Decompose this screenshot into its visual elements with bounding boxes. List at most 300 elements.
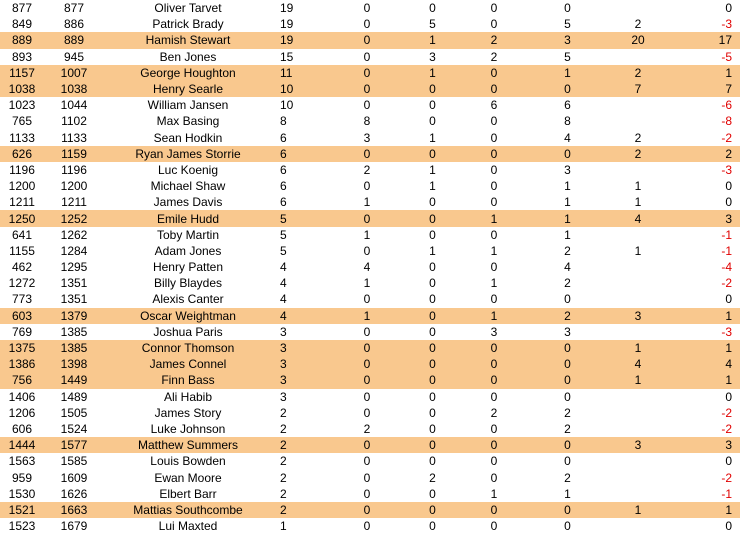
- player-name-cell: Sean Hodkin: [153, 130, 223, 145]
- rank-cell: 641: [11, 227, 33, 242]
- difference-cell: 0: [725, 292, 732, 307]
- points-cell: 5: [280, 243, 287, 258]
- points-cell: 2: [272, 502, 324, 518]
- stat-e-cell: 1: [634, 243, 642, 258]
- points-cell: 4: [280, 292, 287, 307]
- difference-cell: -3: [721, 324, 732, 339]
- difference-cell: 17: [674, 32, 740, 48]
- stat-c-cell: 0: [490, 389, 498, 404]
- stat-e-cell: 1: [602, 372, 674, 388]
- stat-d-cell: 8: [564, 114, 571, 129]
- stat-a-cell: 0: [324, 437, 410, 453]
- stat-b-cell: 0: [410, 210, 455, 226]
- stat-d-cell: 3: [564, 324, 571, 339]
- stat-a-cell: 2: [363, 421, 371, 436]
- difference-cell: 0: [725, 519, 732, 534]
- table-row: [0, 0, 740, 16]
- difference-cell: -6: [721, 98, 732, 113]
- table-row: [0, 453, 740, 469]
- table-row: [0, 146, 740, 162]
- stat-b-cell: 0: [429, 98, 436, 113]
- stat-b-cell: 0: [429, 405, 436, 420]
- player-name-cell: William Jansen: [147, 98, 229, 113]
- difference-cell: 4: [674, 356, 740, 372]
- stat-e-cell: 2: [634, 17, 642, 32]
- stat-e-cell: 2: [602, 65, 674, 81]
- difference-cell: -2: [721, 405, 732, 420]
- table-row: [0, 81, 740, 97]
- stat-b-cell: 0: [410, 356, 455, 372]
- stat-a-cell: 1: [363, 195, 371, 210]
- prev-rank-cell: 1159: [44, 146, 104, 162]
- points-cell: 3: [280, 389, 287, 404]
- stat-e-cell: [602, 113, 674, 129]
- player-name-cell: Hamish Stewart: [104, 32, 272, 48]
- player-name-cell: Billy Blaydes: [153, 276, 223, 291]
- difference-cell: -2: [721, 421, 732, 436]
- stat-c-cell: 0: [490, 195, 498, 210]
- stat-d-cell: 1: [533, 65, 602, 81]
- points-cell: 10: [272, 81, 324, 97]
- stat-e-cell: 2: [634, 130, 642, 145]
- table-row: [0, 113, 740, 129]
- stat-d-cell: 4: [564, 130, 571, 145]
- stat-c-cell: 0: [490, 421, 498, 436]
- stat-d-cell: 1: [564, 195, 571, 210]
- stat-a-cell: 0: [363, 179, 371, 194]
- player-name-cell: Max Basing: [156, 114, 220, 129]
- points-cell: 10: [280, 98, 294, 113]
- stat-e-cell: [602, 97, 674, 113]
- stat-a-cell: 0: [324, 340, 410, 356]
- stat-b-cell: 0: [429, 389, 436, 404]
- rank-cell: 606: [11, 421, 33, 436]
- points-cell: 3: [280, 324, 287, 339]
- table-row: [0, 308, 740, 324]
- prev-rank-cell: 1385: [60, 324, 88, 339]
- difference-cell: -2: [721, 276, 732, 291]
- stat-c-cell: 0: [490, 227, 498, 242]
- rank-cell: 877: [11, 1, 33, 16]
- stat-c-cell: 1: [455, 308, 533, 324]
- points-cell: 3: [272, 372, 324, 388]
- stat-e-cell: [602, 275, 674, 291]
- points-cell: 6: [280, 195, 287, 210]
- points-cell: 6: [272, 146, 324, 162]
- stat-a-cell: 1: [363, 227, 371, 242]
- stat-d-cell: 0: [533, 502, 602, 518]
- stat-d-cell: 5: [564, 17, 571, 32]
- prev-rank-cell: 1385: [44, 340, 104, 356]
- player-name-cell: Patrick Brady: [152, 17, 224, 32]
- stat-d-cell: 2: [564, 243, 571, 258]
- stat-a-cell: 1: [324, 308, 410, 324]
- stat-d-cell: 0: [564, 519, 571, 534]
- prev-rank-cell: 1609: [60, 470, 88, 485]
- player-name-cell: Finn Bass: [104, 372, 272, 388]
- stat-e-cell: 3: [602, 308, 674, 324]
- difference-cell: 1: [674, 372, 740, 388]
- stat-d-cell: 0: [533, 372, 602, 388]
- stat-b-cell: 0: [429, 195, 436, 210]
- stat-b-cell: 0: [429, 486, 436, 501]
- stat-b-cell: 0: [429, 454, 436, 469]
- stat-c-cell: 0: [455, 65, 533, 81]
- stat-e-cell: 1: [634, 195, 642, 210]
- stat-e-cell: [602, 453, 674, 469]
- stat-d-cell: 0: [533, 81, 602, 97]
- player-name-cell: Matthew Summers: [104, 437, 272, 453]
- stat-d-cell: 4: [564, 260, 571, 275]
- stat-a-cell: 0: [363, 389, 371, 404]
- stat-b-cell: 1: [429, 162, 436, 177]
- stat-c-cell: 1: [490, 276, 498, 291]
- table-row: [0, 227, 740, 243]
- stat-e-cell: [602, 259, 674, 275]
- rank-cell: 769: [11, 324, 33, 339]
- points-cell: 2: [280, 421, 287, 436]
- stat-b-cell: 1: [429, 179, 436, 194]
- rank-cell: 765: [11, 114, 33, 129]
- rank-cell: 1563: [8, 454, 36, 469]
- stat-e-cell: [602, 291, 674, 307]
- prev-rank-cell: 1284: [60, 243, 88, 258]
- stat-b-cell: 0: [429, 519, 436, 534]
- stat-e-cell: 1: [634, 179, 642, 194]
- rank-cell: 1523: [8, 519, 36, 534]
- points-cell: 5: [280, 227, 287, 242]
- stat-c-cell: 0: [455, 81, 533, 97]
- stat-d-cell: 2: [564, 470, 571, 485]
- table-row: [0, 275, 740, 291]
- points-cell: 1: [280, 519, 287, 534]
- stat-c-cell: 0: [455, 372, 533, 388]
- difference-cell: 1: [674, 308, 740, 324]
- stat-e-cell: [602, 162, 674, 178]
- rank-cell: 756: [0, 372, 44, 388]
- stat-a-cell: 0: [363, 98, 371, 113]
- rank-cell: 1444: [0, 437, 44, 453]
- points-cell: 19: [272, 32, 324, 48]
- player-name-cell: George Houghton: [104, 65, 272, 81]
- points-cell: 8: [280, 114, 287, 129]
- stat-d-cell: 0: [564, 1, 571, 16]
- rank-cell: 1272: [8, 276, 36, 291]
- player-name-cell: Lui Maxted: [158, 519, 218, 534]
- table-row: [0, 162, 740, 178]
- prev-rank-cell: 1200: [60, 179, 88, 194]
- stat-d-cell: 3: [533, 32, 602, 48]
- stat-a-cell: 0: [363, 470, 371, 485]
- points-cell: 19: [280, 1, 294, 16]
- player-name-cell: Elbert Barr: [159, 486, 217, 501]
- stat-d-cell: 5: [564, 49, 571, 64]
- stat-b-cell: 3: [429, 49, 436, 64]
- stat-a-cell: 0: [363, 324, 371, 339]
- stat-b-cell: 0: [429, 276, 436, 291]
- rank-cell: 893: [11, 49, 33, 64]
- rank-cell: 1386: [0, 356, 44, 372]
- prev-rank-cell: 1524: [60, 421, 88, 436]
- stat-e-cell: [602, 421, 674, 437]
- stat-e-cell: [602, 0, 674, 16]
- stat-a-cell: 0: [324, 65, 410, 81]
- rank-cell: 1155: [9, 243, 35, 258]
- table-row: [0, 356, 740, 372]
- table-row: [0, 16, 740, 32]
- stat-a-cell: 0: [324, 372, 410, 388]
- stat-c-cell: 1: [455, 210, 533, 226]
- player-name-cell: James Connel: [104, 356, 272, 372]
- difference-cell: -1: [721, 486, 732, 501]
- stat-b-cell: 0: [410, 502, 455, 518]
- table-row: [0, 340, 740, 356]
- table-row: [0, 194, 740, 210]
- stat-a-cell: 0: [324, 81, 410, 97]
- difference-cell: -1: [721, 227, 732, 242]
- stat-c-cell: 0: [490, 162, 498, 177]
- stat-e-cell: 4: [602, 356, 674, 372]
- points-cell: 2: [272, 437, 324, 453]
- prev-rank-cell: 1585: [60, 454, 88, 469]
- prev-rank-cell: 1007: [44, 65, 104, 81]
- prev-rank-cell: 1379: [44, 308, 104, 324]
- difference-cell: -4: [721, 260, 732, 275]
- prev-rank-cell: 1252: [44, 210, 104, 226]
- stat-e-cell: [602, 389, 674, 405]
- prev-rank-cell: 1211: [61, 195, 87, 210]
- stat-d-cell: 6: [564, 98, 571, 113]
- difference-cell: -5: [721, 49, 732, 64]
- stat-e-cell: [602, 486, 674, 502]
- rank-cell: 1133: [9, 130, 35, 145]
- rank-cell: 626: [0, 146, 44, 162]
- stat-b-cell: 0: [429, 324, 436, 339]
- prev-rank-cell: 1489: [60, 389, 88, 404]
- points-cell: 4: [272, 308, 324, 324]
- stat-e-cell: [602, 518, 674, 534]
- stat-c-cell: 0: [490, 179, 498, 194]
- stat-e-cell: 3: [602, 437, 674, 453]
- player-name-cell: Luc Koenig: [157, 162, 219, 177]
- table-row: [0, 130, 740, 146]
- difference-cell: 1: [674, 65, 740, 81]
- table-row: [0, 469, 740, 485]
- table-row: [0, 437, 740, 453]
- difference-cell: 0: [725, 195, 732, 210]
- difference-cell: 3: [674, 437, 740, 453]
- points-cell: 4: [280, 260, 287, 275]
- rank-cell: 1211: [9, 195, 35, 210]
- points-cell: 2: [280, 405, 287, 420]
- stat-c-cell: 0: [455, 502, 533, 518]
- stat-a-cell: 0: [324, 356, 410, 372]
- prev-rank-cell: 1038: [44, 81, 104, 97]
- table-row: [0, 32, 740, 48]
- points-cell: 2: [280, 486, 287, 501]
- difference-cell: -3: [721, 17, 732, 32]
- rank-cell: 889: [0, 32, 44, 48]
- stat-e-cell: 20: [602, 32, 674, 48]
- stat-d-cell: 3: [564, 162, 571, 177]
- table-row: [0, 49, 740, 65]
- prev-rank-cell: 1102: [61, 114, 87, 129]
- stat-c-cell: 0: [490, 114, 498, 129]
- table-row: [0, 324, 740, 340]
- stat-a-cell: 0: [363, 519, 371, 534]
- table-row: [0, 259, 740, 275]
- stat-a-cell: 0: [324, 502, 410, 518]
- stat-c-cell: 0: [455, 437, 533, 453]
- player-name-cell: Ben Jones: [159, 49, 217, 64]
- prev-rank-cell: 1196: [61, 162, 87, 177]
- prev-rank-cell: 1663: [44, 502, 104, 518]
- player-name-cell: Ali Habib: [163, 389, 213, 404]
- stat-c-cell: 0: [455, 340, 533, 356]
- rank-cell: 462: [11, 260, 33, 275]
- table-row: [0, 243, 740, 259]
- prev-rank-cell: 1449: [44, 372, 104, 388]
- stat-d-cell: 1: [533, 210, 602, 226]
- difference-cell: -2: [721, 470, 732, 485]
- stat-b-cell: 0: [410, 146, 455, 162]
- stat-b-cell: 0: [410, 437, 455, 453]
- stat-a-cell: 0: [363, 292, 371, 307]
- prev-rank-cell: 1577: [44, 437, 104, 453]
- player-name-cell: Oscar Weightman: [104, 308, 272, 324]
- prev-rank-cell: 889: [44, 32, 104, 48]
- difference-cell: -2: [721, 130, 732, 145]
- rank-cell: 849: [11, 17, 33, 32]
- points-cell: 15: [280, 49, 294, 64]
- stat-b-cell: 1: [429, 243, 436, 258]
- points-cell: 5: [272, 210, 324, 226]
- points-cell: 3: [272, 356, 324, 372]
- stat-e-cell: 4: [602, 210, 674, 226]
- stat-d-cell: 0: [533, 146, 602, 162]
- stat-b-cell: 0: [410, 340, 455, 356]
- stat-c-cell: 0: [490, 454, 498, 469]
- player-name-cell: James Davis: [153, 195, 223, 210]
- stat-c-cell: 1: [490, 243, 498, 258]
- stat-d-cell: 2: [564, 421, 571, 436]
- table-row: [0, 97, 740, 113]
- player-name-cell: Luke Johnson: [150, 421, 226, 436]
- stat-e-cell: 1: [602, 340, 674, 356]
- stat-a-cell: 0: [363, 17, 371, 32]
- points-cell: 3: [272, 340, 324, 356]
- difference-cell: 2: [674, 146, 740, 162]
- difference-cell: 0: [725, 454, 732, 469]
- stat-c-cell: 0: [490, 130, 498, 145]
- stat-a-cell: 0: [324, 146, 410, 162]
- player-name-cell: Louis Bowden: [150, 454, 226, 469]
- rank-cell: 1521: [0, 502, 44, 518]
- stat-b-cell: 0: [410, 308, 455, 324]
- stat-a-cell: 0: [363, 243, 371, 258]
- player-name-cell: Ewan Moore: [154, 470, 222, 485]
- stat-b-cell: 0: [429, 1, 436, 16]
- table-row: [0, 502, 740, 518]
- table-row: [0, 210, 740, 226]
- stat-b-cell: 5: [429, 17, 436, 32]
- player-name-cell: Emile Hudd: [104, 210, 272, 226]
- stat-b-cell: 0: [429, 421, 436, 436]
- table-row: [0, 486, 740, 502]
- stat-a-cell: 2: [363, 162, 371, 177]
- player-name-cell: Oliver Tarvet: [154, 1, 222, 16]
- difference-cell: 0: [725, 389, 732, 404]
- prev-rank-cell: 1505: [60, 405, 88, 420]
- table-row: [0, 65, 740, 81]
- prev-rank-cell: 877: [63, 1, 85, 16]
- stat-d-cell: 0: [533, 340, 602, 356]
- stat-d-cell: 2: [564, 276, 571, 291]
- stat-c-cell: 1: [490, 486, 498, 501]
- table-row: [0, 291, 740, 307]
- stat-e-cell: 2: [602, 146, 674, 162]
- stat-d-cell: 0: [564, 454, 571, 469]
- stat-a-cell: 8: [363, 114, 371, 129]
- stat-e-cell: [602, 405, 674, 421]
- stat-c-cell: 3: [490, 324, 498, 339]
- stat-b-cell: 1: [429, 130, 436, 145]
- prev-rank-cell: 1262: [60, 227, 88, 242]
- stat-a-cell: 0: [363, 454, 371, 469]
- table-row: [0, 389, 740, 405]
- prev-rank-cell: 1626: [60, 486, 88, 501]
- prev-rank-cell: 1351: [60, 276, 88, 291]
- prev-rank-cell: 1679: [60, 519, 88, 534]
- rank-cell: 1406: [8, 389, 36, 404]
- rank-cell: 1200: [8, 179, 36, 194]
- points-cell: 6: [280, 179, 287, 194]
- points-cell: 2: [280, 470, 287, 485]
- stat-b-cell: 0: [429, 292, 436, 307]
- rank-cell: 1375: [0, 340, 44, 356]
- player-name-cell: Henry Searle: [104, 81, 272, 97]
- player-name-cell: Michael Shaw: [150, 179, 226, 194]
- table-row: [0, 372, 740, 388]
- stat-c-cell: 0: [455, 146, 533, 162]
- stat-c-cell: 6: [490, 98, 498, 113]
- stat-d-cell: 1: [564, 179, 571, 194]
- stat-d-cell: 2: [533, 308, 602, 324]
- stat-e-cell: [602, 324, 674, 340]
- stat-c-cell: 2: [455, 32, 533, 48]
- points-cell: 2: [280, 454, 287, 469]
- difference-cell: 1: [674, 340, 740, 356]
- stat-d-cell: 0: [533, 437, 602, 453]
- points-cell: 11: [272, 65, 324, 81]
- stat-a-cell: 4: [363, 260, 371, 275]
- stat-c-cell: 0: [490, 470, 498, 485]
- rank-cell: 1157: [0, 65, 44, 81]
- table-row: [0, 405, 740, 421]
- player-name-cell: Adam Jones: [154, 243, 222, 258]
- stat-b-cell: 0: [410, 372, 455, 388]
- difference-cell: 1: [674, 502, 740, 518]
- player-name-cell: Alexis Canter: [152, 292, 224, 307]
- rank-cell: 1196: [9, 162, 35, 177]
- stat-b-cell: 0: [429, 114, 436, 129]
- stat-a-cell: 0: [324, 32, 410, 48]
- player-name-cell: James Story: [154, 405, 222, 420]
- difference-cell: 7: [674, 81, 740, 97]
- table-row: [0, 518, 740, 534]
- rank-cell: 1023: [8, 98, 36, 113]
- stat-c-cell: 0: [490, 519, 498, 534]
